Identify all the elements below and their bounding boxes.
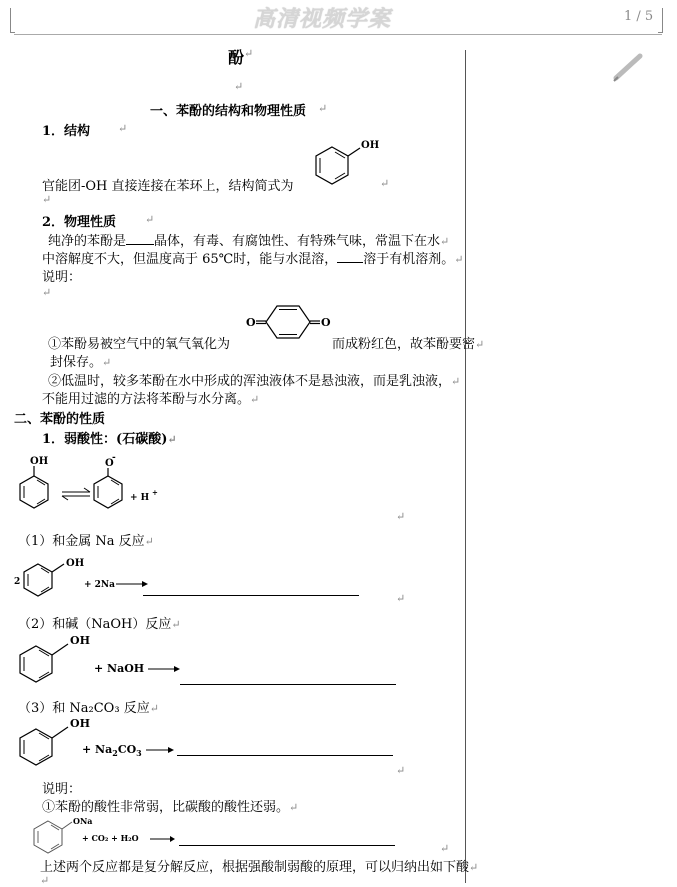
acid-heading	[42, 428, 177, 447]
column-divider	[465, 50, 466, 883]
note2-b-text: 不能用过滤的方法将苯酚与水分离。	[42, 392, 251, 407]
answer-line-3[interactable]	[177, 755, 393, 756]
plus-co2-h2o-label: + CO₂ + H₂O	[82, 833, 139, 843]
reaction3-label	[18, 697, 159, 716]
plus-na2co3-label: + $Na_2CO_3$	[82, 743, 142, 758]
coefficient-2: 2	[14, 577, 21, 587]
structure-text: 官能团-OH 直接连接在苯环上，结构简式为	[42, 179, 294, 194]
physical-line-2	[42, 248, 463, 267]
section2-heading: 二、苯酚的性质	[14, 412, 106, 427]
conclusion-text	[40, 856, 478, 875]
ona-label: ONa	[73, 816, 93, 826]
reaction2-label	[18, 613, 181, 632]
h-plus-charge: +	[152, 488, 158, 497]
page-indicator: 1 / 5	[624, 9, 654, 24]
para-mark: ↵	[244, 47, 254, 60]
phenoxide-reaction	[30, 813, 180, 857]
para-mark: ↵	[289, 801, 299, 814]
physical-text-1b: 晶体，有毒、有腐蚀性、有特殊气味，常温下在水	[154, 234, 441, 249]
para-mark: ↵	[167, 433, 177, 446]
note1-c-text: 封保存。	[50, 355, 103, 370]
para-mark: ↵	[42, 193, 52, 206]
page-title: 酚	[228, 48, 245, 67]
h-plus-label: + H	[130, 493, 150, 503]
note2-b	[42, 388, 259, 407]
para-mark: ↵	[149, 702, 159, 715]
note-label-2: 说明：	[42, 782, 82, 797]
acid-note-text: ①苯酚的酸性非常弱，比碳酸的酸性还弱。	[42, 800, 290, 815]
benzoquinone-structure	[244, 300, 334, 344]
reaction3-equation	[14, 715, 194, 771]
para-mark: ↵	[250, 393, 260, 406]
physical-text-2b: 溶于有机溶剂。	[363, 252, 455, 267]
plus-naoh-label: + NaOH	[94, 662, 145, 675]
header-rule	[14, 34, 662, 35]
para-mark: ↵	[396, 764, 406, 777]
plus-2na-label: + 2Na	[84, 580, 115, 590]
minus-sign: -	[112, 453, 116, 463]
corner-mark-left	[10, 8, 15, 33]
reaction3-label-text: （3）和 Na₂CO₃ 反应	[18, 701, 150, 716]
note2-a-text: ②低温时，较多苯酚在水中形成的浑浊液体不是悬浊液，而是乳浊液，	[48, 374, 452, 389]
reaction2-label-text: （2）和碱（NaOH）反应	[18, 617, 172, 632]
o-atom-right: O	[321, 316, 331, 329]
conclusion-text-span: 上述两个反应都是复分解反应，根据强酸制弱酸的原理，可以归纳出如下酸	[40, 860, 470, 875]
para-mark: ↵	[102, 356, 112, 369]
note2-a	[48, 370, 460, 389]
para-mark: ↵	[380, 177, 390, 190]
pen-icon[interactable]	[610, 50, 650, 90]
answer-line-2[interactable]	[180, 684, 396, 685]
blank-crystal[interactable]	[126, 244, 154, 245]
o-minus-label: O	[105, 458, 114, 469]
physical-text-2a: 中溶解度不大，但温度高于 65℃时，能与水混溶，	[42, 252, 338, 267]
para-mark: ↵	[144, 535, 154, 548]
para-mark: ↵	[440, 842, 450, 855]
para-mark: ↵	[318, 102, 328, 115]
note1-b	[332, 333, 484, 352]
para-mark: ↵	[469, 861, 479, 874]
para-mark: ↵	[396, 510, 406, 523]
note1-a: ①苯酚易被空气中的氧气氧化为	[48, 337, 231, 352]
physical-text-1a: 纯净的苯酚是	[48, 234, 127, 249]
note1-b-text: 而成粉红色，故苯酚要密	[332, 337, 476, 352]
para-mark: ↵	[234, 80, 244, 93]
para-mark: ↵	[40, 874, 50, 887]
note-label: 说明：	[42, 270, 82, 285]
oh-label: OH	[361, 140, 380, 151]
para-mark: ↵	[396, 592, 406, 605]
para-mark: ↵	[145, 213, 155, 226]
para-mark: ↵	[451, 375, 461, 388]
phenol-structure	[308, 135, 388, 195]
answer-line-4[interactable]	[179, 845, 395, 846]
section1-heading: 一、苯酚的结构和物理性质	[150, 104, 307, 119]
corner-mark-right	[658, 8, 663, 33]
o-atom-left: O	[246, 316, 256, 329]
header-title: 高清视频学案	[253, 6, 392, 32]
answer-line-1[interactable]	[143, 595, 359, 596]
reaction1-label	[18, 530, 154, 549]
blank-solubility[interactable]	[337, 262, 363, 263]
physical-heading: 2．物理性质	[42, 215, 117, 230]
note1-c	[50, 351, 111, 370]
para-mark: ↵	[454, 253, 464, 266]
para-mark: ↵	[42, 286, 52, 299]
para-mark: ↵	[440, 235, 450, 248]
physical-line-1	[48, 230, 449, 249]
phenol-ionization	[14, 452, 184, 522]
reaction1-label-text: （1）和金属 Na 反应	[18, 534, 145, 549]
acid-heading-text: 1．弱酸性：(石碳酸)	[42, 432, 168, 447]
para-mark: ↵	[171, 618, 181, 631]
oh-label: OH	[30, 456, 49, 467]
oh-label: OH	[66, 558, 85, 569]
reaction2-equation	[14, 632, 194, 688]
oh-label: OH	[70, 717, 90, 730]
structure-heading: 1．结构	[42, 124, 91, 139]
para-mark: ↵	[118, 122, 128, 135]
oh-label: OH	[70, 634, 90, 647]
para-mark: ↵	[475, 338, 485, 351]
